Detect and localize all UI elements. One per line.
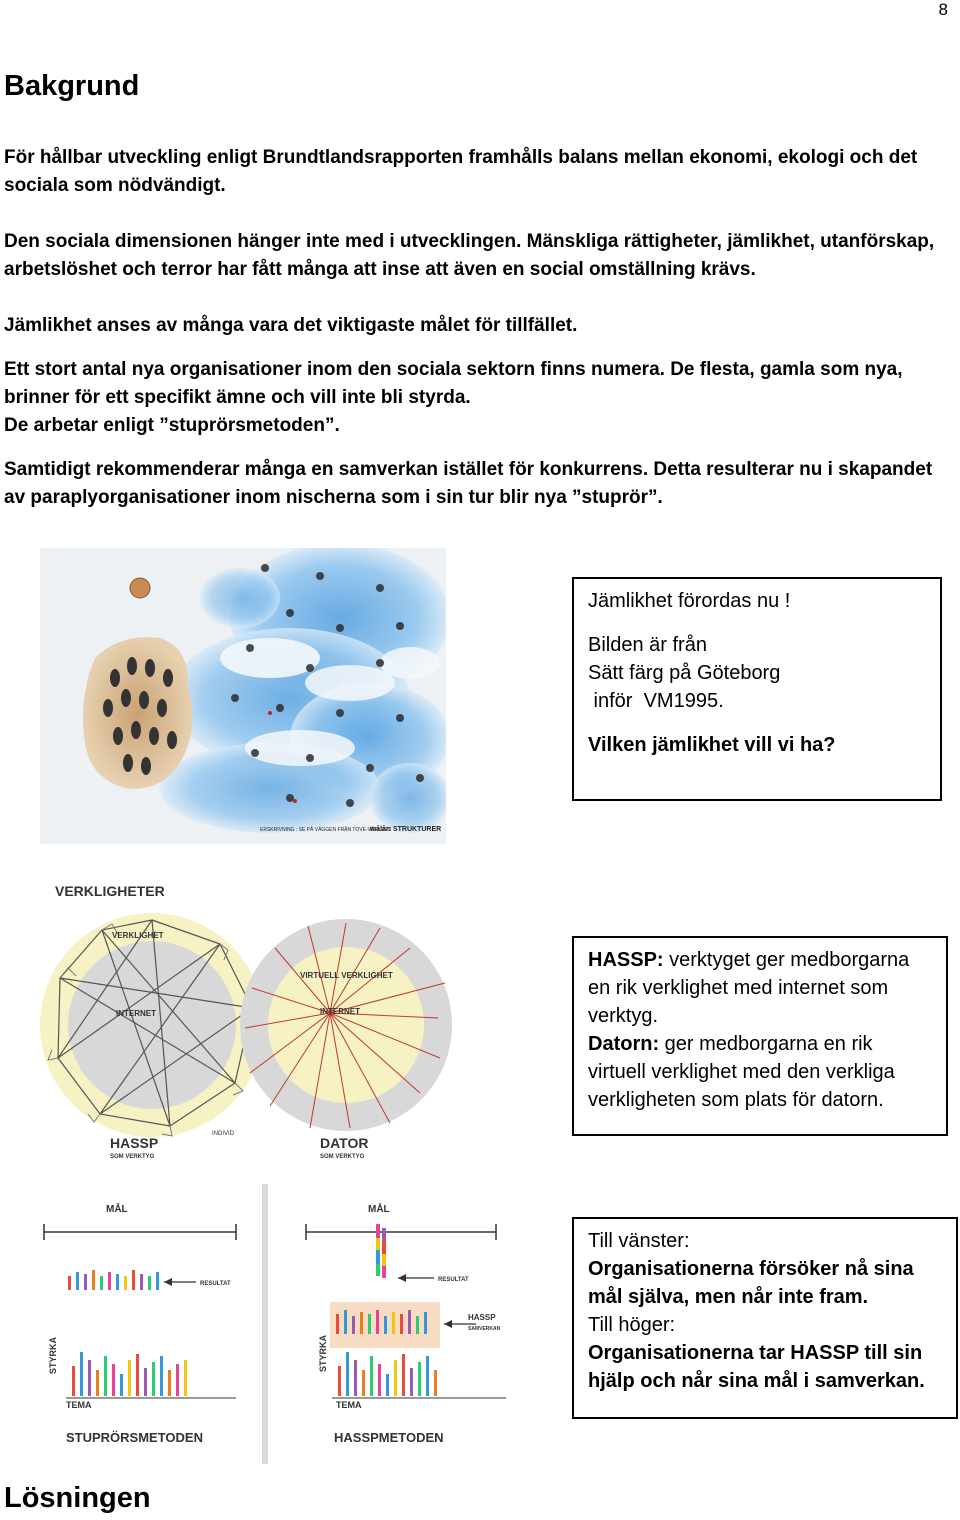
method-styrka-left: STYRKA — [48, 1336, 58, 1374]
box2-hassp-text: verktyget ger medborgarna en rik verklighet med internet som verktyg. — [588, 949, 910, 1027]
box1-line5: Vilken jämlikhet vill vi ha? — [588, 734, 836, 756]
label-hassp-sub: SOM VERKTYG — [110, 1154, 155, 1160]
label-dator-sub: SOM VERKTYG — [320, 1154, 365, 1160]
reality-title: VERKLIGHETER — [55, 883, 165, 899]
label-internet-left: INTERNET — [116, 1009, 156, 1018]
box1-line4: inför VM1995. — [588, 690, 724, 712]
text-box-methods — [572, 1217, 958, 1419]
method-styrka-right: STYRKA — [318, 1334, 328, 1372]
box3-line3: Till höger: — [588, 1314, 676, 1336]
box2-dator-text: ger medborgarna en rik virtuell verklighet med den verkliga verkligheten som plats för datorn. — [588, 1033, 895, 1111]
box3-line2: Organisationerna försöker nå sina mål själva, men når inte fram. — [588, 1258, 914, 1308]
method-resultat-left: RESULTAT — [200, 1281, 231, 1287]
box2-dator-label: Datorn: — [588, 1033, 660, 1055]
label-internet-right: INTERNET — [320, 1007, 360, 1016]
paragraph-collaboration: Samtidigt rekommenderar många en samverkan istället för konkurrens. Detta resulterar nu i skapandet av paraplyorganisationer inom nischerna som i sin tur blir nya ”stuprör”. — [4, 459, 933, 508]
paragraph-social-dimension: Den sociala dimensionen hänger inte med i utvecklingen. Mänskliga rättigheter, jämlikhet, utanförskap, arbetslöshet och terror har fått många att inse att även en social omställning krävs. — [4, 231, 935, 280]
label-individ: INDIVID — [212, 1131, 235, 1137]
method-resultat-right: RESULTAT — [438, 1277, 469, 1283]
method-stupror-title: STUPRÖRSMETODEN — [66, 1430, 203, 1445]
box1-line1: Jämlikhet förordas nu ! — [588, 590, 791, 612]
stupror-bottom-bars — [72, 1352, 187, 1396]
method-samverkan-label: SAMVERKAN — [468, 1326, 501, 1332]
box3-line1: Till vänster: — [588, 1230, 690, 1252]
label-virtuell-verklighet: VIRTUELL VERKLIGHET — [300, 971, 393, 980]
heading-losningen: Lösningen — [4, 1482, 151, 1514]
text-box-equality — [572, 577, 942, 801]
method-mal-right: MÅL — [368, 1204, 390, 1215]
paragraph-equality: Jämlikhet anses av många vara det viktigaste målet för tillfället. — [4, 315, 578, 336]
watercolor-painting — [40, 548, 446, 844]
box1-line3: Sätt färg på Göteborg — [588, 662, 781, 684]
box3-line4: Organisationerna tar HASSP till sin hjälp och når sina mål i samverkan. — [588, 1342, 925, 1392]
label-dator-title: DATOR — [320, 1135, 369, 1151]
text-box-hassp-dator — [572, 936, 948, 1136]
stupror-top-bars — [68, 1270, 159, 1290]
method-hassp-label: HASSP — [468, 1313, 496, 1322]
reality-diagram — [30, 878, 480, 1168]
label-verklighet: VERKLIGHET — [112, 931, 164, 940]
box2-hassp — [588, 946, 932, 1030]
hassp-bottom-bars — [338, 1352, 437, 1396]
method-tema-right: TEMA — [336, 1400, 362, 1410]
method-mal-left: MÅL — [106, 1204, 128, 1215]
painting-caption-right: målår: STRUKTURER — [370, 826, 442, 833]
label-hassp-title: HASSP — [110, 1135, 159, 1151]
paragraph-stupror: De arbetar enligt ”stuprörsmetoden”. — [4, 415, 340, 436]
box2-hassp-label: HASSP: — [588, 949, 664, 971]
paragraph-brundtland: För hållbar utveckling enligt Brundtlandsrapporten framhålls balans mellan ekonomi, ekologi och det sociala som nödvändigt. — [4, 147, 918, 196]
paragraph-organisations: Ett stort antal nya organisationer inom den sociala sektorn finns numera. De flesta, gamla som nya, brinner för ett specifikt ämne och vill inte bli styrda. — [4, 359, 903, 408]
box1-line2: Bilden är från — [588, 634, 707, 656]
heading-background: Bakgrund — [4, 70, 140, 102]
box2-dator — [588, 1030, 932, 1114]
method-diagram — [36, 1184, 536, 1464]
method-tema-left: TEMA — [66, 1400, 92, 1410]
painting-caption-left: ERSKRIVNING : SE PÅ VÄGGEN FRÅN TOVE-VÄRLDEN — [260, 827, 392, 833]
page-number: 8 — [938, 0, 948, 19]
method-hassp-title: HASSPMETODEN — [334, 1430, 444, 1445]
